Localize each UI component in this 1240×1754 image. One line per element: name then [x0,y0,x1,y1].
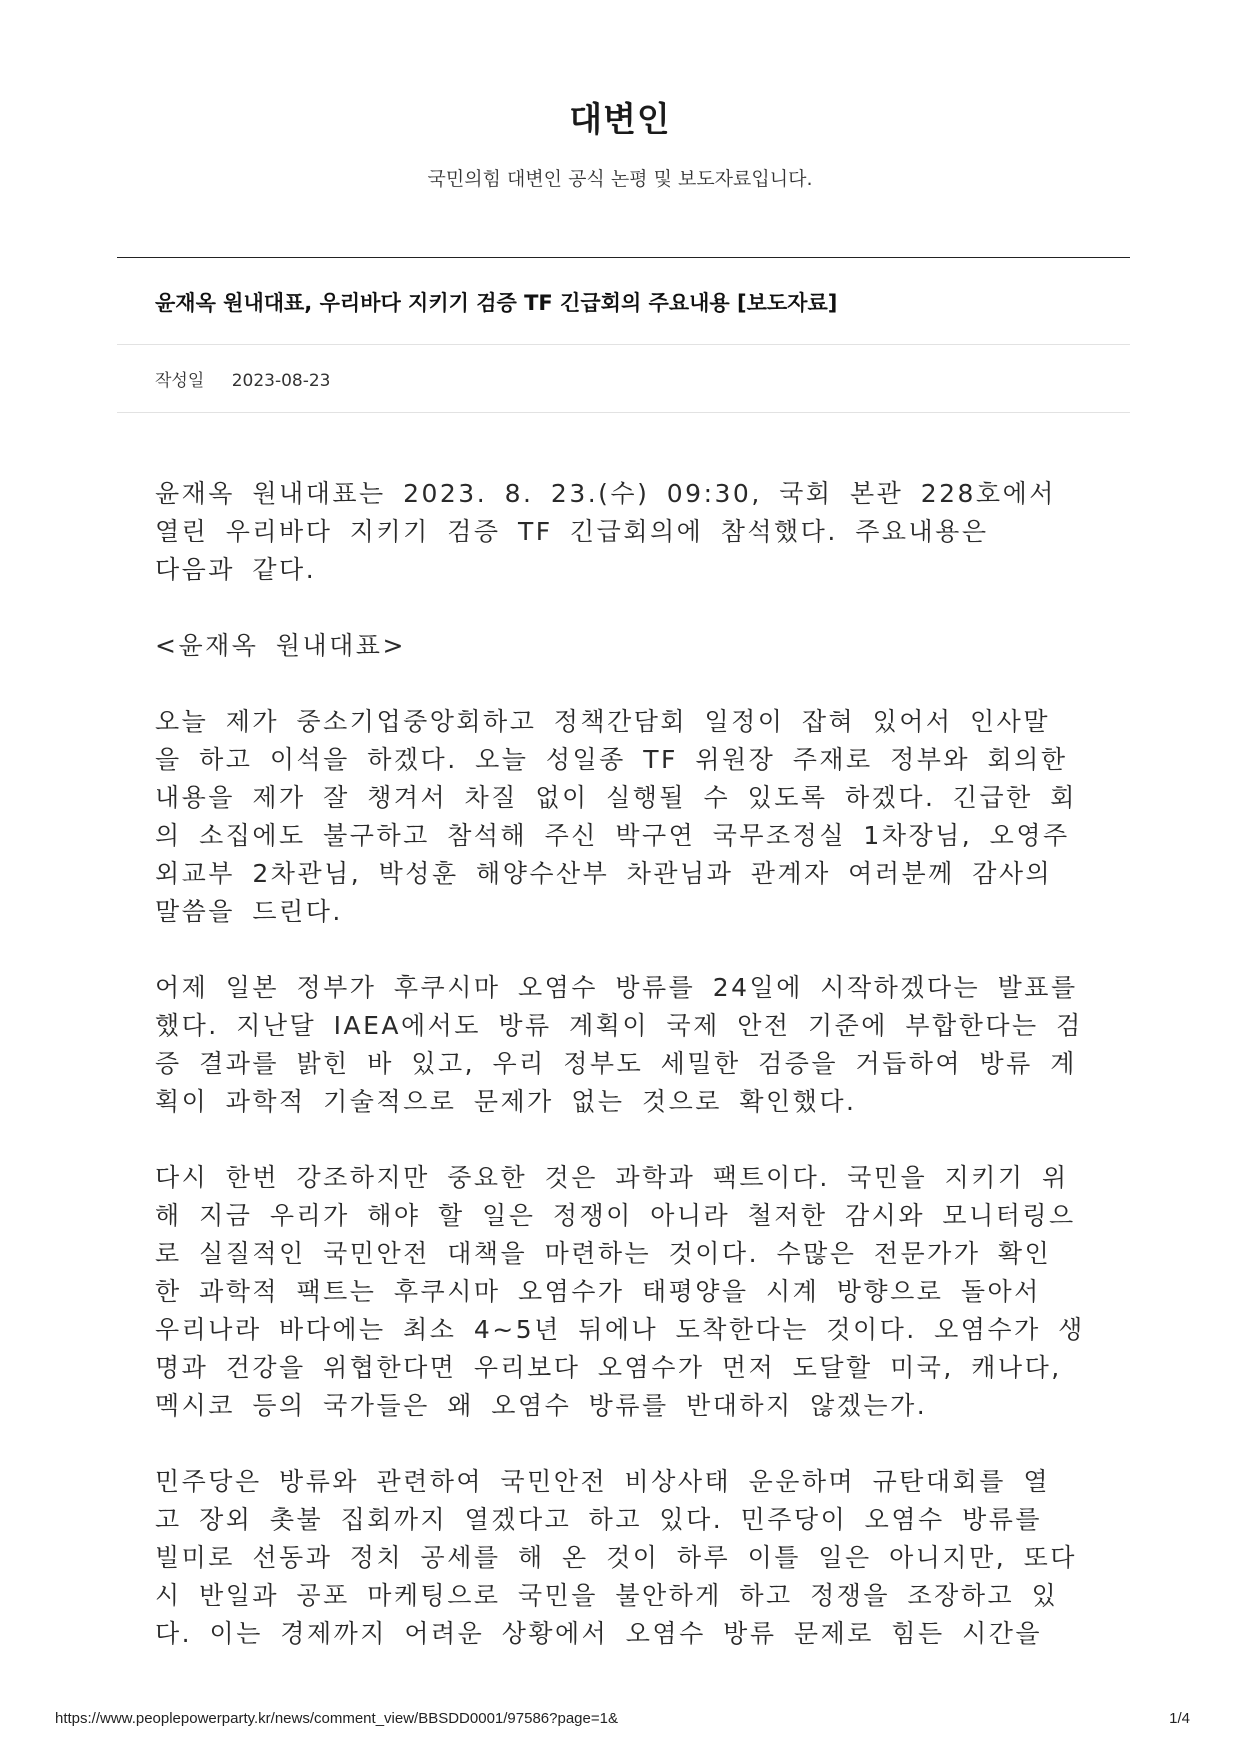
paragraph-line: 멕시코 등의 국가들은 왜 오염수 방류를 반대하지 않겠는가. [155,1391,928,1420]
article-paragraph [155,627,1095,665]
meta-divider [117,412,1130,413]
paragraph-line: 다. 이는 경제까지 어려운 상황에서 오염수 방류 문제로 힘든 시간을 [155,1619,1043,1648]
article-meta [155,366,330,391]
article-paragraph [155,969,1095,1121]
paragraph-line: 증 결과를 밝힌 바 있고, 우리 정부도 세밀한 검증을 거듭하여 방류 계 [155,1049,1077,1078]
article-title: 윤재옥 원내대표, 우리바다 지키기 검증 TF 긴급회의 주요내용 [보도자료] [155,291,838,315]
paragraph-line: 획이 과학적 기술적으로 문제가 없는 것으로 확인했다. [155,1087,857,1116]
paragraph-line: 을 하고 이석을 하겠다. 오늘 성일종 TF 위원장 주재로 정부와 회의한 [155,745,1068,774]
paragraph-line: 다음과 같다. [155,555,317,584]
paragraph-line: <윤재옥 원내대표> [155,631,406,660]
paragraph-line: 명과 건강을 위협한다면 우리보다 오염수가 먼저 도달할 미국, 캐나다, [155,1353,1062,1382]
paragraph-line: 어제 일본 정부가 후쿠시마 오염수 방류를 24일에 시작하겠다는 발표를 [155,973,1078,1002]
page-indicator: 1/4 [1169,1710,1190,1727]
paragraph-line: 빌미로 선동과 정치 공세를 해 온 것이 하루 이틀 일은 아니지만, 또다 [155,1543,1077,1572]
paragraph-line: 열린 우리바다 지키기 검증 TF 긴급회의에 참석했다. 주요내용은 [155,517,989,546]
paragraph-line: 의 소집에도 불구하고 참석해 주신 박구연 국무조정실 1차장님, 오영주 [155,821,1070,850]
article-paragraph [155,1463,1095,1653]
paragraph-line: 고 장외 촛불 집회까지 열겠다고 하고 있다. 민주당이 오염수 방류를 [155,1505,1043,1534]
article-paragraph [155,703,1095,931]
article-paragraph [155,1159,1095,1425]
paragraph-line: 로 실질적인 국민안전 대책을 마련하는 것이다. 수많은 전문가가 확인 [155,1239,1052,1268]
paragraph-line: 윤재옥 원내대표는 2023. 8. 23.(수) 09:30, 국회 본관 228호에서 [155,479,1056,508]
paragraph-line: 우리나라 바다에는 최소 4~5년 뒤에나 도착한다는 것이다. 오염수가 생 [155,1315,1085,1344]
paragraph-line: 말씀을 드린다. [155,897,343,926]
site-title: 대변인 [569,100,671,140]
site-subtitle: 국민의힘 대변인 공식 논평 및 보도자료입니다. [427,168,813,190]
footer-url: https://www.peoplepowerparty.kr/news/comment_view/BBSDD0001/97586?page=1& [55,1710,618,1727]
date-value: 2023-08-23 [231,371,331,391]
paragraph-line: 한 과학적 팩트는 후쿠시마 오염수가 태평양을 시계 방향으로 돌아서 [155,1277,1041,1306]
paragraph-line: 했다. 지난달 IAEA에서도 방류 계획이 국제 안전 기준에 부합한다는 검 [155,1011,1083,1040]
paragraph-line: 오늘 제가 중소기업중앙회하고 정책간담회 일정이 잡혀 있어서 인사말 [155,707,1050,736]
paragraph-line: 해 지금 우리가 해야 할 일은 정쟁이 아니라 철저한 감시와 모니터링으 [155,1201,1076,1230]
paragraph-line: 민주당은 방류와 관련하여 국민안전 비상사태 운운하며 규탄대회를 열 [155,1467,1050,1496]
date-label: 작성일 [155,371,205,391]
paragraph-line: 다시 한번 강조하지만 중요한 것은 과학과 팩트이다. 국민을 지키기 위 [155,1163,1069,1192]
article-paragraph [155,475,1095,589]
paragraph-line: 내용을 제가 잘 챙겨서 차질 없이 실행될 수 있도록 하겠다. 긴급한 회 [155,783,1077,812]
header-divider [117,257,1130,258]
article-body [155,475,1095,1691]
paragraph-line: 외교부 2차관님, 박성훈 해양수산부 차관님과 관계자 여러분께 감사의 [155,859,1053,888]
title-divider [117,344,1130,345]
paragraph-line: 시 반일과 공포 마케팅으로 국민을 불안하게 하고 정쟁을 조장하고 있 [155,1581,1059,1610]
